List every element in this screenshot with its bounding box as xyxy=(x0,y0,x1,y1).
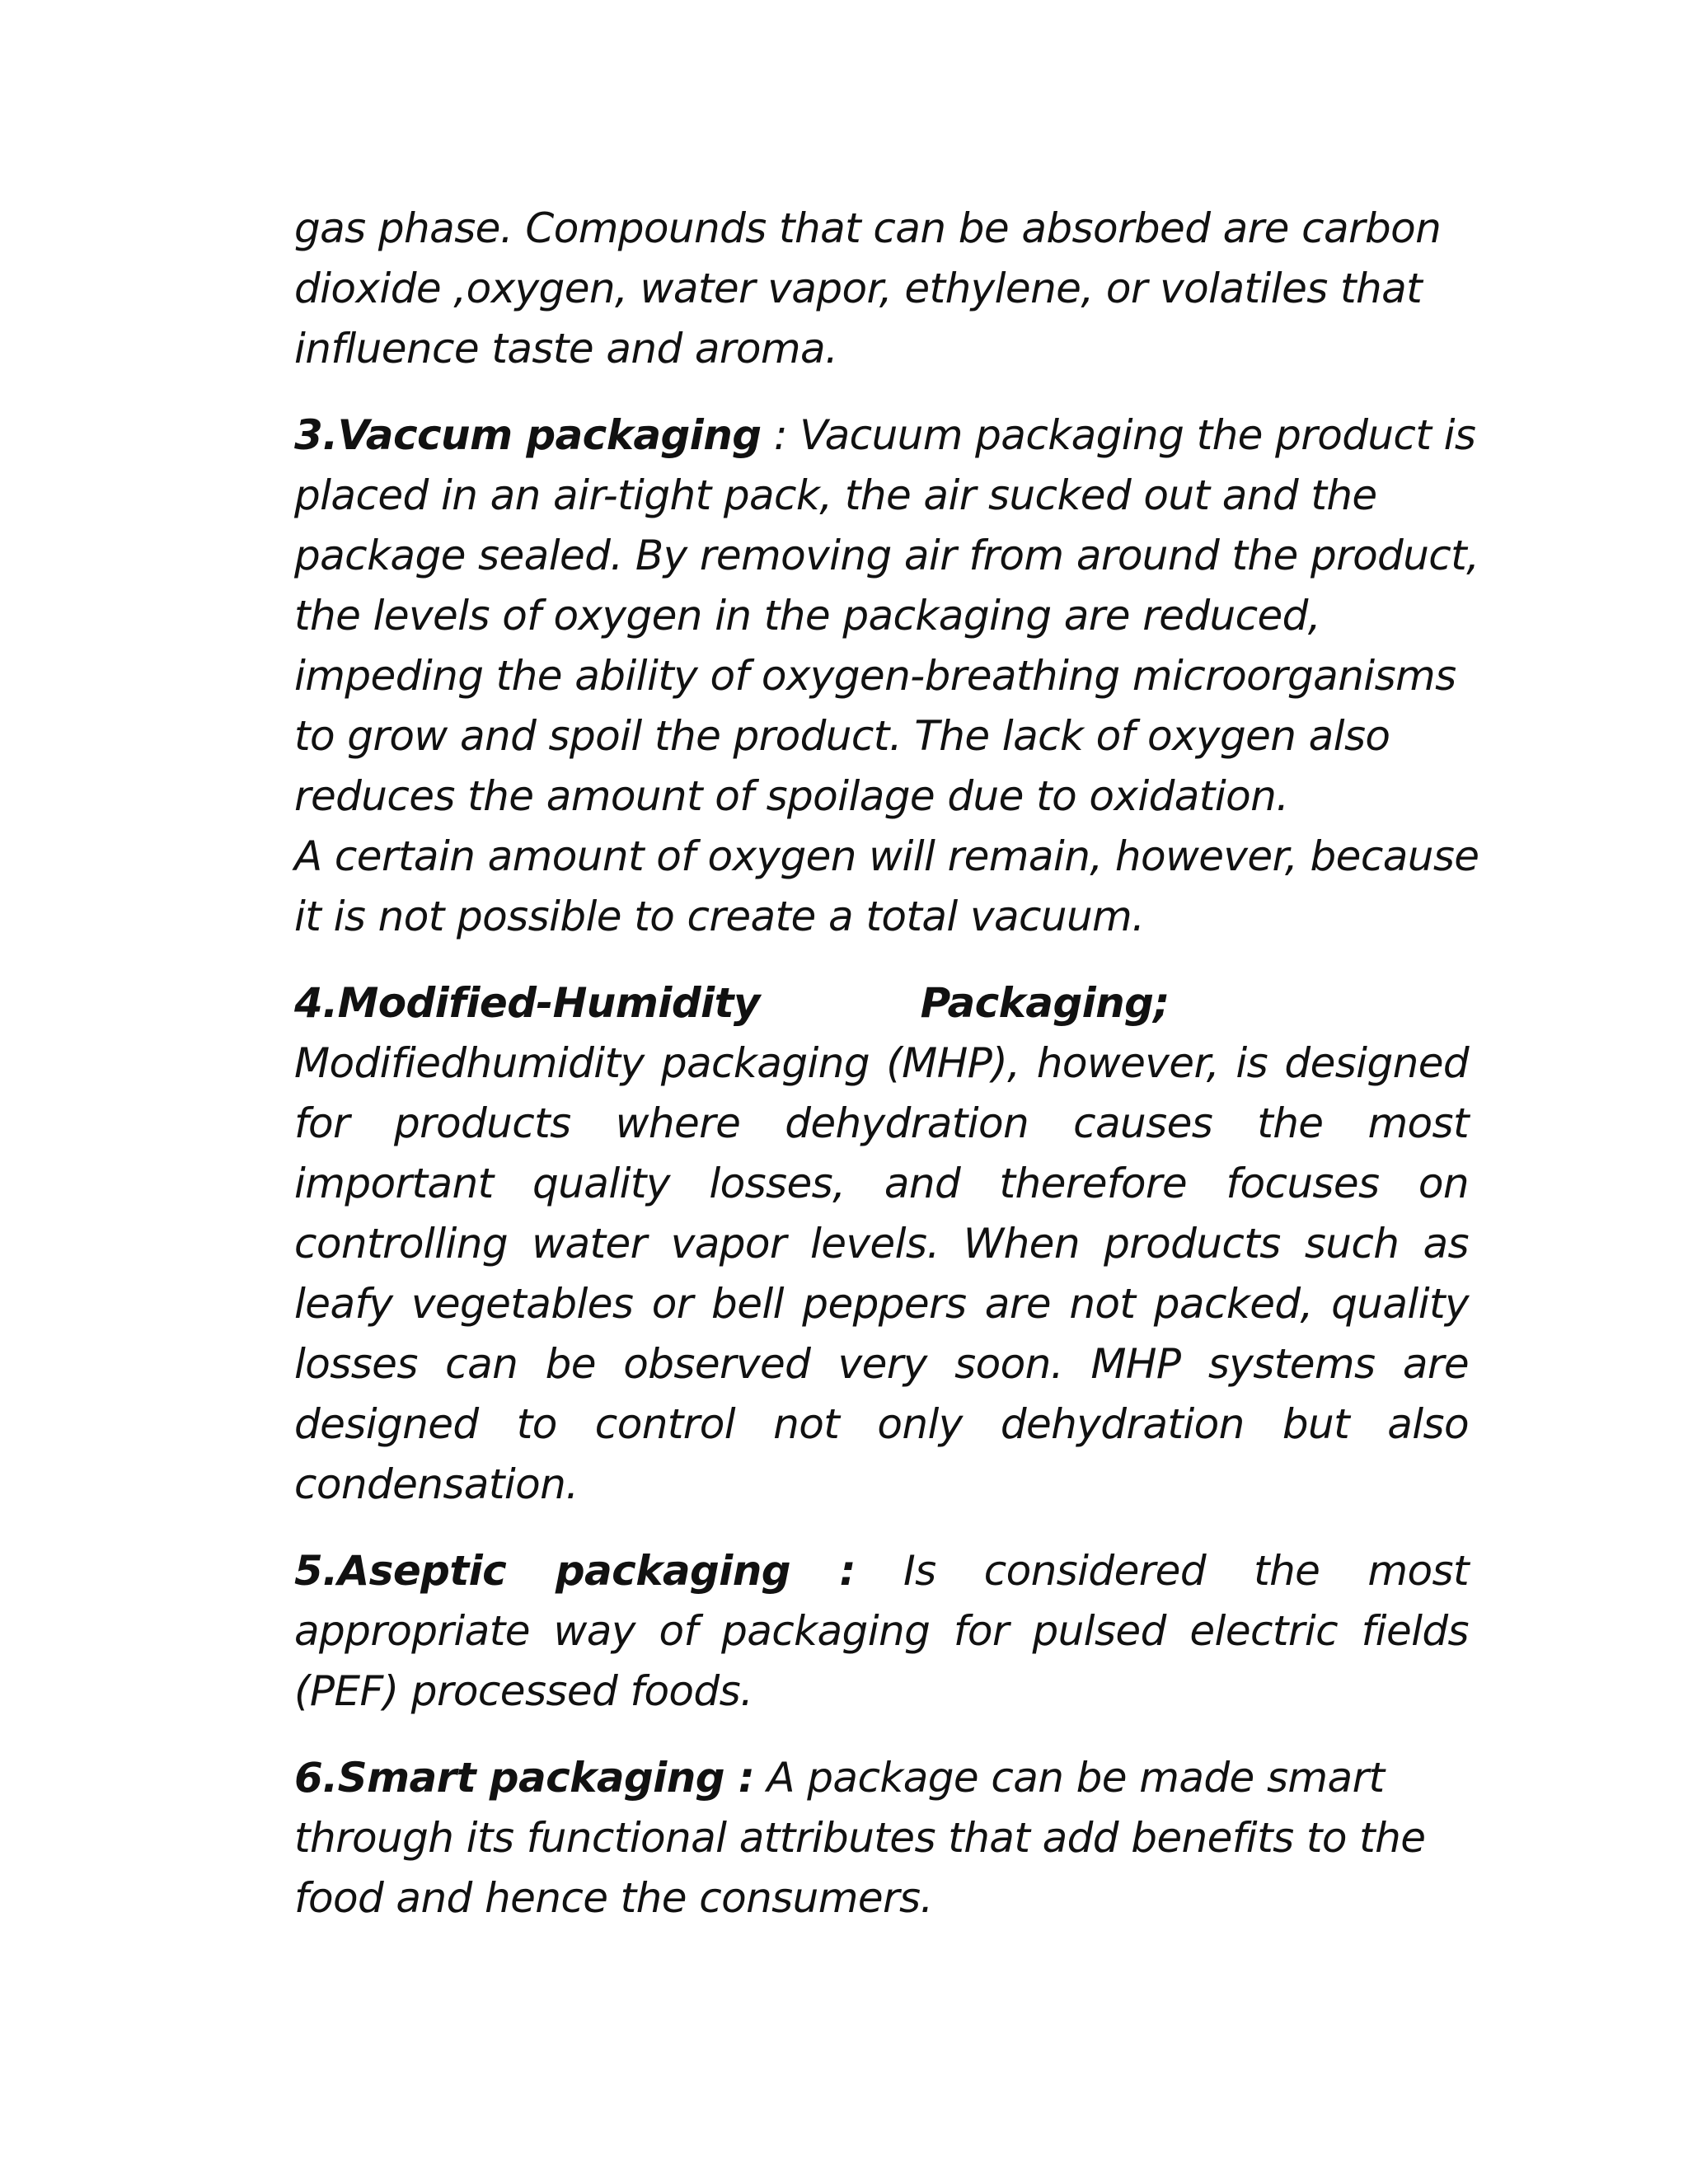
text-line: reduces the amount of spoilage due to oxidation. xyxy=(294,772,1289,820)
text-line: it is not possible to create a total vacuum. xyxy=(294,893,1145,940)
paragraph-body: packaging (MHP), however, is designed for products where dehydration causes the most important quality losses, and therefore focuses on controlling water vapor levels. When products such as leafy vegetables or bell peppers are not packed, quality losses can be observed very soon. MHP systems are designed to control not only dehydration but also condensation. xyxy=(294,1039,1469,1508)
section-smart-packaging xyxy=(294,1748,1469,1929)
text-line: through its functional attributes that add benefits to the xyxy=(294,1814,1426,1862)
text-line xyxy=(294,1748,1469,1808)
section-vacuum-packaging xyxy=(294,405,1479,947)
text-line: A certain amount of oxygen will remain, however, because xyxy=(294,832,1479,880)
text-line: food and hence the consumers. xyxy=(294,1874,933,1922)
section-heading: 4.Modified-Humidity Packaging; xyxy=(294,979,1170,1027)
text-line: the levels of oxygen in the packaging are reduced, xyxy=(294,592,1321,640)
text-line: gas phase. Compounds that can be absorbed are carbon xyxy=(294,204,1442,252)
text-line: placed in an air-tight pack, the air sucked out and the xyxy=(294,471,1377,519)
text-line: package sealed. By removing air from around the product, xyxy=(294,532,1479,579)
paragraph-body: Is considered the most appropriate way of packaging for pulsed electric fields (PEF) processed foods. xyxy=(294,1547,1469,1715)
document-body xyxy=(294,199,1479,1955)
text-fragment: A package can be made smart xyxy=(754,1754,1385,1802)
text-line: impeding the ability of oxygen-breathing microorganisms xyxy=(294,652,1456,700)
text-line: dioxide ,oxygen, water vapor, ethylene, or volatiles that xyxy=(294,265,1423,312)
section-aseptic-packaging xyxy=(294,1541,1469,1722)
text-fragment: Modifiedhumidity xyxy=(294,1039,645,1087)
section-heading: 3.Vaccum packaging xyxy=(294,411,762,459)
text-line: to grow and spoil the product. The lack of oxygen also xyxy=(294,712,1390,760)
section-heading: 6.Smart packaging : xyxy=(294,1754,755,1802)
text-line xyxy=(294,405,1476,466)
intro-paragraph xyxy=(294,199,1469,379)
text-fragment: : Vacuum packaging the product is xyxy=(761,411,1476,459)
section-modified-humidity-packaging xyxy=(294,973,1469,1515)
text-line: influence taste and aroma. xyxy=(294,325,838,373)
section-heading: 5.Aseptic packaging : xyxy=(294,1547,856,1595)
